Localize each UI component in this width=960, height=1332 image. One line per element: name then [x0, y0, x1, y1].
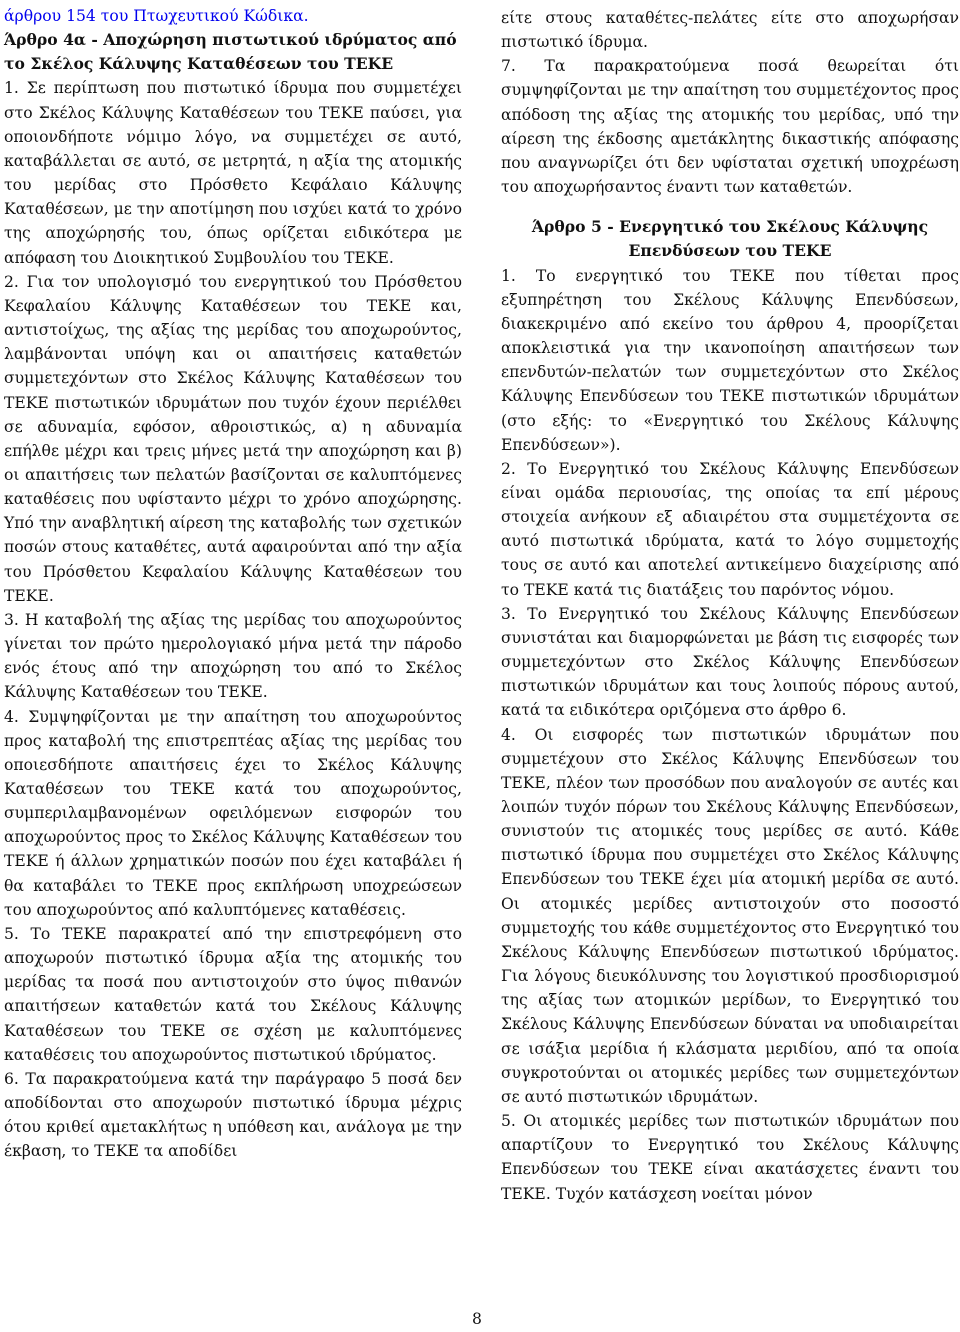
article-5-paragraph-3: 3. Το Ενεργητικό του Σκέλους Κάλυψης Επενδύσεων συνιστάται και διαμορφώνεται με βάση τις εισφορές των συμμετεχόντων στο Σκέλος Κάλυψης Επενδύσεων πιστωτικών ιδρυμάτων και τους λοιπούς πόρους αυτού, κατά τα ειδικότερα οριζόμενα στο άρθρο 6.: [501, 604, 959, 720]
article-4a-paragraph-3: 3. Η καταβολή της αξίας της μερίδας του αποχωρούντος γίνεται τον πρώτο ημερολογιακό μήνα μετά την πάροδο ενός έτους από την αποχώρηση του από το Σκέλος Κάλυψης Καταθέσεων του ΤΕΚΕ.: [4, 610, 462, 702]
article-5-paragraph-5: 5. Οι ατομικές μερίδες των πιστωτικών ιδρυμάτων που απαρτίζουν το Ενεργητικό του Σκέλους Κάλυψης Επενδύσεων του ΤΕΚΕ είναι ακατάσχετες έναντι του ΤΕΚΕ. Τυχόν κατάσχεση νοείται μόνον: [501, 1112, 959, 1203]
article-4a-paragraph-2: 2. Για τον υπολογισμό του ενεργητικού του Πρόσθετου Κεφαλαίου Κάλυψης Καταθέσεων του ΤΕΚΕ και, αντιστοίχως, της αξίας της μερίδας του αποχωρούντος, λαμβάνονται υπόψη και οι απαιτήσεις καταθετών συμμετεχόντων στο Σκέλος Κάλυψης Καταθέσεων του ΤΕΚΕ πιστωτικών ιδρυμάτων που τυχόν έχουν περιέλθει σε αδυναμία, εφόσον, αθροιστικώς, α) η αδυναμία επήλθε μέχρι και τρεις μήνες μετά την αποχώρηση και β) οι απαιτήσεις των πελατών βασίζονται σε καλυπτόμενες καταθέσεις που υφίσταντο μέχρι το χρόνο αποχώρησης. Υπό την αναβλητική αίρεση της καταβολής των σχετικών ποσών στους καταθέτες, αυτά αφαιρούνται από την αξία του Πρόσθετου Κεφαλαίου Κάλυψης Καταθέσεων του ΤΕΚΕ.: [4, 272, 462, 605]
article-4a-paragraph-1: 1. Σε περίπτωση που πιστωτικό ίδρυμα που συμμετέχει στο Σκέλος Κάλυψης Καταθέσεων του ΤΕΚΕ παύσει, για οποιονδήποτε νόμιμο λόγο, να συμμετέχει σε αυτό, καταβάλλεται σε αυτό, σε μετρητά, η αξία της ατομικής του μερίδας στο Πρόσθετο Κεφάλαιο Κάλυψης Καταθέσεων, με την αποτίμηση που ισχύει κατά το χρόνο της αποχώρησής του, όπως ορίζεται ειδικότερα με απόφαση του Διοικητικού Συμβουλίου του ΤΕΚΕ.: [4, 79, 462, 267]
article-4a-paragraph-6: 6. Τα παρακρατούμενα κατά την παράγραφο 5 ποσά δεν αποδίδονται στο αποχωρούν πιστωτικό ίδρυμα μέχρις ότου κριθεί αμετακλήτως η υπόθεση και, ανάλογα με την έκβαση, το ΤΕΚΕ τα αποδίδει: [4, 1069, 462, 1161]
article-4a-paragraph-7: 7. Τα παρακρατούμενα ποσά θεωρείται ότι συμψηφίζονται με την απαίτηση του συμμετέχοντος προς απόδοση της αξίας της ατομικής του μερίδας, υπό την αίρεση της έκδοσης αμετάκλητης δικαστικής απόφασης που αναγνωρίζει ότι δεν υφίσταται σχετική υποχρέωση του αποχωρήσαντος έναντι των καταθετών.: [501, 57, 959, 197]
article-5-paragraph-1: 1. Το ενεργητικό του ΤΕΚΕ που τίθεται προς εξυπηρέτηση του Σκέλους Κάλυψης Επενδύσεων, διακεκριμένο από εκείνο του άρθρου 4, προορίζεται αποκλειστικά για την ικανοποίηση απαιτήσεων των επενδυτών-πελατών των συμμετεχόντων στο Σκέλος Κάλυψης Επενδύσεων του ΤΕΚΕ πιστωτικών ιδρυμάτων (στο εξής: το «Ενεργητικό του Σκέλους Κάλυψης Επενδύσεων»).: [501, 266, 959, 454]
article-4a-title: Άρθρο 4α - Αποχώρηση πιστωτικού ιδρύματος από το Σκέλος Κάλυψης Καταθέσεων του ΤΕΚΕ: [4, 30, 457, 74]
intro-link[interactable]: άρθρου 154 του Πτωχευτικού Κώδικα.: [4, 7, 309, 25]
right-column: [501, 6, 959, 1206]
page-number: 8: [472, 1310, 482, 1328]
left-column: [4, 4, 462, 1164]
article-5-paragraph-4: 4. Οι εισφορές των πιστωτικών ιδρυμάτων που συμμετέχουν στο Σκέλος Κάλυψης Επενδύσεων του ΤΕΚΕ, πλέον των προσόδων που αναλογούν σε αυτές και λοιπών τυχόν πόρων του Σκέλους Κάλυψης Επενδύσεων, συνιστούν τις ατομικές τους μερίδες σε αυτό. Κάθε πιστωτικό ίδρυμα που συμμετέχει στο Σκέλος Κάλυψης Επενδύσεων του ΤΕΚΕ έχει μία ατομική μερίδα σε αυτό. Οι ατομικές μερίδες αντιστοιχούν στο ποσοστό συμμετοχής του κάθε συμμετέχοντος στο Ενεργητικό του Σκέλους Κάλυψης Επενδύσεων πιστωτικού ιδρύματος. Για λόγους διευκόλυνσης του λογιστικού προσδιορισμού της αξίας των ατομικών μερίδων, το Ενεργητικό του Σκέλους Κάλυψης Επενδύσεων δύναται να υποδιαιρείται σε ισάξια μερίδια ή κλάσματα μεριδίου, από τα οποία συγκροτούνται οι ατομικές μερίδες των συμμετεχόντων σε αυτό πιστωτικών ιδρυμάτων.: [501, 725, 959, 1106]
article-4a-paragraph-5: 5. Το ΤΕΚΕ παρακρατεί από την επιστρεφόμενη στο αποχωρούν πιστωτικό ίδρυμα αξία της ατομικής του μερίδας τα ποσά που αντιστοιχούν στο ύψος πιθανών απαιτήσεων καταθετών κατά του Σκέλους Κάλυψης Καταθέσεων του ΤΕΚΕ σε σχέση με καλυπτόμενες καταθέσεις του αποχωρούντος πιστωτικού ιδρύματος.: [4, 924, 462, 1064]
article-4a-paragraph-4: 4. Συμψηφίζονται με την απαίτηση του αποχωρούντος προς καταβολή της επιστρεπτέας αξίας της μερίδας του οποιεσδήποτε απαιτήσεις έχει το Σκέλος Κάλυψης Καταθέσεων του ΤΕΚΕ κατά του αποχωρούντος, συμπεριλαμβανομένων οφειλόμενων εισφορών του αποχωρούντος προς το Σκέλος Κάλυψης Καταθέσεων του ΤΕΚΕ ή άλλων χρηματικών ποσών που έχει καταβάλει ή θα καταβάλει το ΤΕΚΕ προς εκπλήρωση υποχρεώσεων του αποχωρούντος από καλυπτόμενες καταθέσεις.: [4, 707, 462, 919]
article-5-paragraph-2: 2. Το Ενεργητικό του Σκέλους Κάλυψης Επενδύσεων είναι ομάδα περιουσίας, της οποίας τα επί μέρους στοιχεία ανήκουν εξ αδιαιρέτου στα συμμετέχοντα σε αυτό πιστωτικά ιδρύματα, κατά το λόγο συμμετοχής τους σε αυτό και αποτελεί αντικείμενο διαχείρισης από το ΤΕΚΕ κατά τις διατάξεις του παρόντος νόμου.: [501, 459, 959, 599]
article-4a-paragraph-6-continued: είτε στους καταθέτες-πελάτες είτε στο αποχωρήσαν πιστωτικό ίδρυμα.: [501, 9, 959, 52]
article-5-title: Άρθρο 5 - Ενεργητικό του Σκέλους Κάλυψης Επενδύσεων του ΤΕΚΕ: [531, 217, 929, 261]
